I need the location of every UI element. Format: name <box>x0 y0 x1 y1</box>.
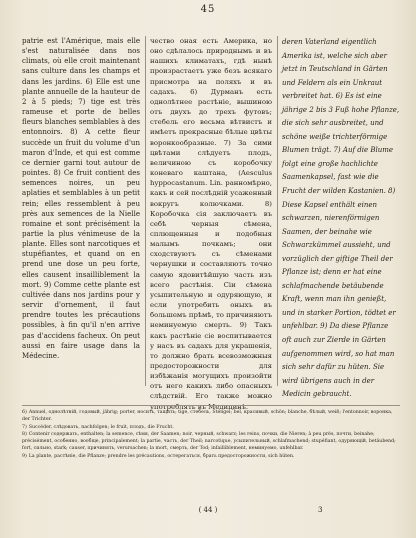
footnote-text: La plante, растѣніе, die Pflanze; prendre les précautions, остерегаться, брать предосторожности, sich hüten. <box>28 454 295 460</box>
french-paragraph: patrie est l'Amérique, mais elle s'est naturalisée dans nos climats, où elle croit maintenant sans culture dans les champs et dans les jardins. 6) Elle est une plante annuelle de la hauteur de 2 à 5 pieds; 7) tige est très rameuse et porte de belles fleurs blanches semblables à des entonnoirs. 8) A cette fleur succède un fruit du volume d'un maron d'Inde, et qui est comme ce dernier garni tout autour de pointes. 8) Ce fruit contient des semences noires, un peu aplaties et semblables à un petit rein; elles ressemblent à peu près aux semences de la Nielle romaine et sont précisément la partie la plus vénimeuse de la plante. Elles sont narcotiques et stupéfiantes, et quand on en prend une dose un peu forte, elles causent insailliblement la mort. 9) Comme cette plante est cultivée dans nos jardins pour y servir d'ornement, il faut prendre toutes les précautions possibles, à fin qu'il n'en arrive pas d'accidens facheux. On peut aussi en faire usage dans la Médecine. <box>22 36 140 360</box>
footnote-9 <box>22 453 400 460</box>
footnote-6 <box>22 409 400 423</box>
signature-mark: 3 <box>318 506 323 514</box>
footnote-8 <box>22 431 400 452</box>
french-column <box>22 36 140 386</box>
footnote-marker: 8) <box>22 432 27 438</box>
footnote-marker: 6) <box>22 410 27 415</box>
footnote-marker: 9) <box>22 454 27 460</box>
footnote-marker: 7) <box>22 424 27 430</box>
text-columns <box>22 36 400 411</box>
footnote-text: Annuel, однолѣтній, годовый, jährig; porter, носить, тащить; tige, стебель, Stengel; bel, красивый, schön; blanche, бѣлый, weiß; l'entonnoir, воронка, der Trichter. <box>22 410 393 423</box>
footnotes <box>22 405 400 461</box>
footnote-text: Succéder, слѣдовать, nachfolgen; le fruit, плодъ, die Frucht. <box>28 424 174 430</box>
german-column <box>277 36 400 399</box>
footnote-7 <box>22 424 400 431</box>
german-paragraph: deren Vaterland eigentlich Amerika ist, welche sich aber jetzt in Teutschland in Gärten und Feldern als ein Unkraut verbreitet hat. 6) Es ist eine jährige 2 bis 3 Fuß hohe Pflanze, die sich sehr ausbreitet, und schöne weiße trichterförmige Blumen trägt. 7) Auf die Blume folgt eine große hachlichte Saamenkapsel, fast wie die Frucht der wilden Kastanien. 8) Diese Kapsel enthält einen schwarzen, nierenförmigen Saamen, der beinahe wie Schwarzkümmel aussieht, und vorzüglich der giftige Theil der Pflanze ist; denn er hat eine schlafmachende betäubende Kraft, wenn man ihn genießt, und in starker Portion, tödtet er unfehlbar. 9) Da diese Pflanze oft auch zur Zierde in Gärten aufgenommen wird, so hat man sich sehr dafür zu hüten. Sie wird übrigens auch in der Medicin gebraucht. <box>282 38 400 399</box>
russian-paragraph: чество оная есть Америка, но оно сдѣлалось природнымъ и въ нашихъ климатахъ, гдѣ нынѣ произрастаетъ уже безъ всякаго присмотра на поляхъ и въ садахъ. 6) Дурманъ есть однолѣтнее растѣніе, вышиною отъ двухъ до трехъ футовъ; стебель его весьма вѣтвистъ и имѣетъ прекрасные бѣлые цвѣты воронкообразные. 7) За сими цвѣтами слѣдуетъ плодъ, величиною съ коробочку коневаго каштана, (Aesculus hyppocastanum. Lin. ранномѣрно, какъ и сей послѣдній усаженный вокругъ колючками. 8) Коробочка сія заключаетъ въ себѣ черныя сѣмена, сплющенныя и подобныя малымъ почкамъ; они сходствуютъ съ сѣменами чернушки и составляютъ точно самую ядовитѣйшую часть изъ всего растѣнія. Сіи сѣмена усыпительную и одуряющую, и если употребить оныхъ въ большемъ прѣмѣ, то причиняютъ неминуемую смерть. 9) Такъ какъ растѣніе сіе воспитывается у насъ въ садахъ для украшенія, то должно брать всевозможныя предосторожности для избѣжанія могущихъ произойти отъ него какихъ либо опасныхъ слѣдствій. Его также можно употреблять въ Медицинѣ. <box>150 37 272 411</box>
signature-page-count: ( 44 ) <box>198 506 218 514</box>
russian-column <box>145 36 272 411</box>
page-number: 45 <box>200 4 216 15</box>
signature-line <box>0 506 416 514</box>
footnote-text: Contenir содержать, enthalten; la semence, сѣмя, der Saamen; noir, черный, schwarz; les reins, почки, die Nieren; à peu près, почти, beinahe; précisément, особенно, вообще, principalement; la partie, часть, der Theil; narcotique, усыпительный, schlafmachend; stupéfiant, одуряющій, betäubend; fort, сильно, stark; causer, причинять, verursachen; la mort, смерть, der Tod; infailliblement, неминуемо, unfehlbar. <box>22 432 396 452</box>
